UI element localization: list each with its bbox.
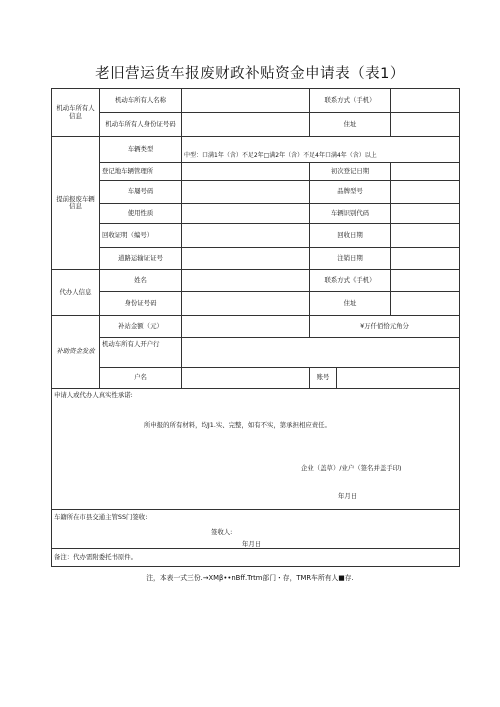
form-title: 老旧营运货车报废财政补贴资金申请表（表1） [95,66,405,82]
account-name-field[interactable] [182,368,310,389]
owner-name-label: 机动车所有人名称 [100,89,182,113]
plate-number-field[interactable] [182,181,310,204]
agent-address-field[interactable] [391,292,460,316]
remark: 备注：代办需附委托书原件。 [52,549,460,567]
road-permit-field[interactable] [182,248,310,270]
brand-model-label: 品牌型号 [310,181,391,204]
account-number-field[interactable] [337,368,460,389]
agent-contact-label: 联系方式《手机） [310,270,391,292]
owner-name-field[interactable] [182,89,310,113]
subsidy-amount-field[interactable] [182,316,310,338]
agent-name-field[interactable] [182,270,310,292]
road-permit-label: 道路运输证证号 [100,248,182,270]
application-form-table [51,88,460,567]
bank-label: 机动车所有人开户行 [100,338,182,368]
review-date: 年月日 [242,540,262,548]
vehicle-type-label: 车辆类型 [100,137,182,163]
subsidy-section-label: 补助资金发放 [52,316,100,389]
owner-address-label: 住址 [310,113,391,137]
recycle-date-label: 回收日期 [310,224,391,248]
vehicle-type-medium-options[interactable]: 中型：口满1年（含）不足2年□满2年（含）不足4年口满4年（含）以上 [184,151,377,159]
subsidy-amount-words: ¥万仟佰恰元角分 [310,316,460,338]
recycle-date-field[interactable] [391,224,460,248]
first-reg-date-label: 初次登记日期 [310,163,391,181]
commitment-date: 年月日 [338,492,358,500]
commitment-statement: 所申报的所有材料，均J1.实、完整，如有不实，第承担相应责任。 [144,421,331,429]
recycle-cert-field[interactable] [182,224,310,248]
subsidy-amount-label: 补站金额（元） [100,316,182,338]
owner-section-label: 机动车所有人信息 [52,89,100,137]
review-signer-label[interactable]: 签收人: [211,528,233,536]
agent-id-label: 身份证号码 [100,292,182,316]
vin-field[interactable] [391,204,460,224]
owner-id-field[interactable] [182,113,310,137]
owner-address-field[interactable] [391,113,460,137]
account-number-label: 账号 [310,368,337,389]
owner-contact-field[interactable] [391,89,460,113]
agent-name-label: 姓名 [100,270,182,292]
agent-section-label: 代办人信息 [52,270,100,316]
recycle-cert-label: 回收证明（编号） [100,224,182,248]
commitment-heading: 申请人或代办人真实性承诺: [54,391,133,399]
footnote: 注，本表一式三份.→XMβ••nBff.Trtm部门・存，TMR车所有人■存. [146,574,354,582]
agent-contact-field[interactable] [391,270,460,292]
account-name-label: 户名 [100,368,182,389]
first-reg-date-field[interactable] [391,163,460,181]
owner-id-label: 机动车所有人身份证号码 [100,113,182,137]
usage-nature-field[interactable] [182,204,310,224]
vin-label: 车辆识别代码 [310,204,391,224]
agent-id-field[interactable] [182,292,310,316]
agent-address-label: 住址 [310,292,391,316]
bank-field[interactable] [182,338,460,368]
plate-number-label: 车屦号码 [100,181,182,204]
cancel-date-field[interactable] [391,248,460,270]
usage-nature-label: 使用性质 [100,204,182,224]
reg-office-label: 登记地车辆管理所 [100,163,182,181]
owner-contact-label: 联系方式（手机） [310,89,391,113]
commitment-signature-line[interactable]: 企业（盖草）/业户（签名并盖手印) [301,464,402,472]
vehicle-section-label: 提前报废车辆信息 [52,137,100,270]
cancel-date-label: 注销日期 [310,248,391,270]
brand-model-field[interactable] [391,181,460,204]
reg-office-field[interactable] [182,163,310,181]
review-receipt-text: 车籍所在市县交通主管SS门签收: [54,513,148,521]
